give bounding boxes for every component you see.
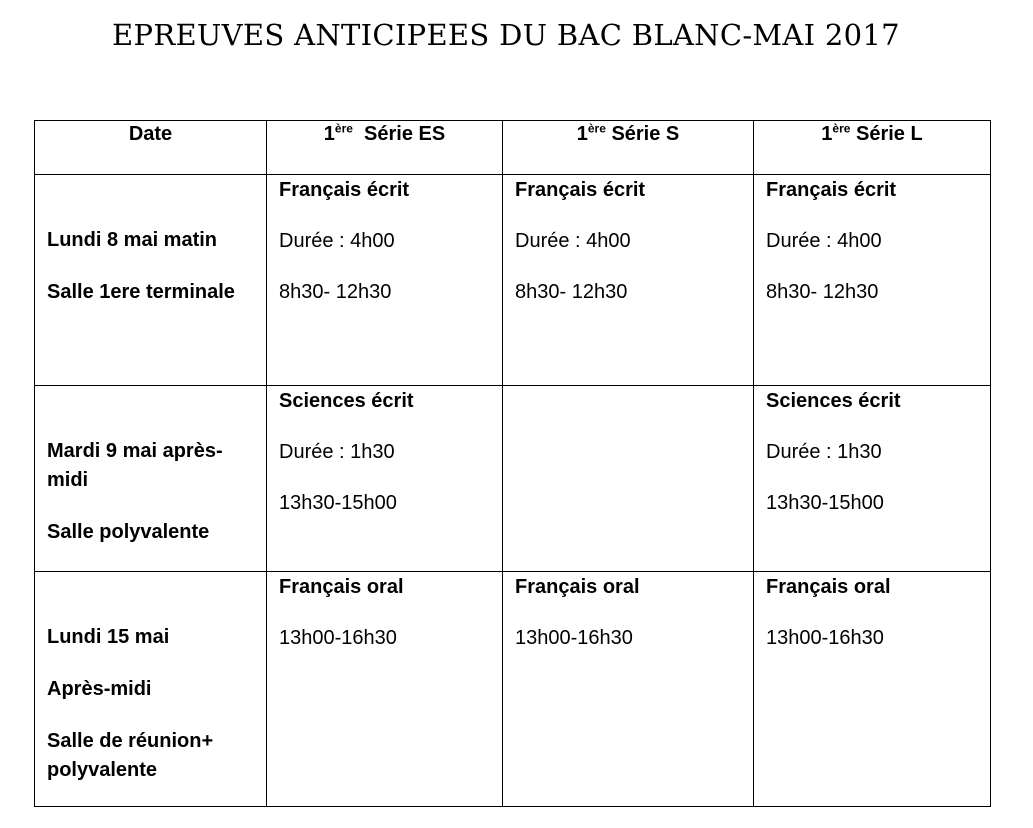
date-cell: Lundi 8 mai matin Salle 1ere terminale	[35, 175, 267, 386]
exam-cell-es: Français oral 13h00-16h30	[267, 572, 503, 807]
exam-cell-s-empty	[503, 386, 754, 572]
date-cell: Mardi 9 mai après- midi Salle polyvalente	[35, 386, 267, 572]
header-row	[35, 121, 991, 175]
exam-cell-s: Français écrit Durée : 4h00 8h30- 12h30	[503, 175, 754, 386]
table-row	[35, 572, 991, 807]
header-serie-es: 1ère Série ES	[267, 121, 503, 175]
header-date: Date	[35, 121, 267, 175]
table-row	[35, 386, 991, 572]
exam-schedule-table	[34, 120, 991, 807]
exam-cell-l: Français oral 13h00-16h30	[754, 572, 991, 807]
page-title: EPREUVES ANTICIPEES DU BAC BLANC-MAI 2017	[112, 18, 900, 52]
date-cell: Lundi 15 mai Après-midi Salle de réunion+ polyvalente	[35, 572, 267, 807]
header-serie-s: 1ère Série S	[503, 121, 754, 175]
exam-cell-es: Sciences écrit Durée : 1h30 13h30-15h00	[267, 386, 503, 572]
exam-cell-es: Français écrit Durée : 4h00 8h30- 12h30	[267, 175, 503, 386]
header-serie-l: 1ère Série L	[754, 121, 991, 175]
table-row	[35, 175, 991, 386]
exam-cell-l: Sciences écrit Durée : 1h30 13h30-15h00	[754, 386, 991, 572]
exam-cell-l: Français écrit Durée : 4h00 8h30- 12h30	[754, 175, 991, 386]
exam-cell-s: Français oral 13h00-16h30	[503, 572, 754, 807]
